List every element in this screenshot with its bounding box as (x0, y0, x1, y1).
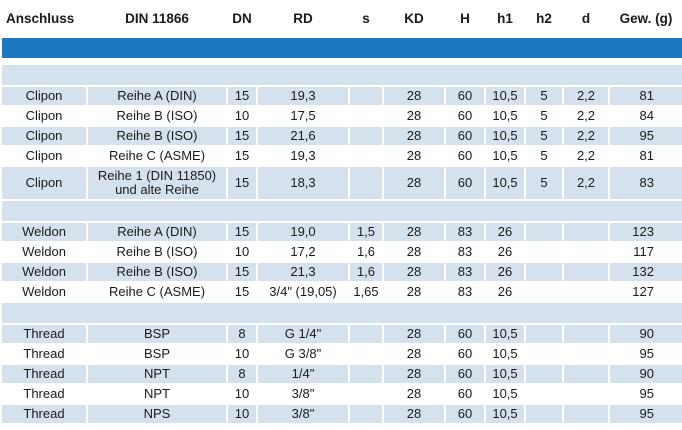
table-cell: 19,3 (258, 87, 348, 105)
table-cell: 10,5 (486, 147, 524, 165)
table-cell: 21,3 (258, 263, 348, 281)
table-cell: Thread (2, 345, 86, 363)
table-cell: Weldon (2, 243, 86, 261)
table-cell (526, 405, 562, 423)
table-cell (350, 107, 382, 125)
header-kd: KD (384, 2, 444, 36)
table-cell: 10,5 (486, 405, 524, 423)
table-cell: 123 (610, 223, 682, 241)
table-cell: 28 (384, 223, 444, 241)
table-cell (564, 243, 608, 261)
table-cell: 15 (228, 127, 256, 145)
table-cell: Reihe B (ISO) (88, 127, 226, 145)
table-cell (526, 325, 562, 343)
table-cell: 8 (228, 365, 256, 383)
table-cell (564, 365, 608, 383)
table-cell: 60 (446, 345, 484, 363)
table-cell: Reihe A (DIN) (88, 223, 226, 241)
table-cell (350, 167, 382, 199)
table-cell (564, 283, 608, 301)
table-cell: 83 (610, 167, 682, 199)
table-cell: 26 (486, 263, 524, 281)
table-cell: Clipon (2, 127, 86, 145)
table-cell: 60 (446, 127, 484, 145)
table-cell: 83 (446, 263, 484, 281)
table-cell: 15 (228, 147, 256, 165)
table-cell: 2,2 (564, 147, 608, 165)
table-cell: 28 (384, 87, 444, 105)
table-cell: 60 (446, 107, 484, 125)
table-cell: 5 (526, 127, 562, 145)
table-cell: 83 (446, 243, 484, 261)
table-row (2, 283, 682, 301)
table-cell: 26 (486, 283, 524, 301)
header-h: H (446, 2, 484, 36)
table-row (2, 263, 682, 281)
table-cell: 28 (384, 365, 444, 383)
table-cell: 18,3 (258, 167, 348, 199)
table-cell: 28 (384, 243, 444, 261)
table-cell (350, 345, 382, 363)
table-cell: 81 (610, 87, 682, 105)
table-cell: Reihe B (ISO) (88, 107, 226, 125)
header-h1: h1 (486, 2, 524, 36)
table-cell: 28 (384, 147, 444, 165)
table-cell: 10 (228, 405, 256, 423)
table-cell: 81 (610, 147, 682, 165)
table-cell: Thread (2, 405, 86, 423)
header-dn: DN (228, 2, 256, 36)
header-din: DIN 11866 (88, 2, 226, 36)
table-cell: Reihe A (DIN) (88, 87, 226, 105)
table-cell: 15 (228, 283, 256, 301)
table-cell (564, 345, 608, 363)
table-cell: Clipon (2, 167, 86, 199)
blue-band-cell (2, 38, 682, 58)
table-cell: 15 (228, 223, 256, 241)
table-cell (526, 243, 562, 261)
table-cell: 1,6 (350, 263, 382, 281)
table-cell: 127 (610, 283, 682, 301)
header-s: s (350, 2, 382, 36)
table-cell: 28 (384, 127, 444, 145)
header-anschluss: Anschluss (2, 2, 86, 36)
table-row (2, 167, 682, 199)
table-cell: 95 (610, 405, 682, 423)
table-cell: 28 (384, 283, 444, 301)
table-cell: 28 (384, 107, 444, 125)
group-band-clipon-cell (2, 65, 682, 85)
blue-band (2, 38, 682, 58)
table-row (2, 147, 682, 165)
table-cell: 5 (526, 107, 562, 125)
table-cell (350, 325, 382, 343)
table-row (2, 365, 682, 383)
table-cell: 90 (610, 365, 682, 383)
group-band-weldon (2, 201, 682, 221)
table-cell (526, 263, 562, 281)
table-cell (526, 223, 562, 241)
table-cell: 60 (446, 87, 484, 105)
table-cell: 90 (610, 325, 682, 343)
table-cell: 10,5 (486, 365, 524, 383)
table-cell: 28 (384, 263, 444, 281)
table-cell (564, 385, 608, 403)
table-cell: 117 (610, 243, 682, 261)
table-cell: 95 (610, 385, 682, 403)
table-cell: Reihe C (ASME) (88, 147, 226, 165)
table-cell (350, 127, 382, 145)
table-cell: Reihe 1 (DIN 11850) und alte Reihe (88, 167, 226, 199)
table-cell: 5 (526, 167, 562, 199)
table-cell: 28 (384, 405, 444, 423)
table-cell: 10,5 (486, 167, 524, 199)
table-cell: BSP (88, 325, 226, 343)
table-row (2, 87, 682, 105)
header-rd: RD (258, 2, 348, 36)
table-cell: 10,5 (486, 325, 524, 343)
table-cell (564, 405, 608, 423)
table-cell: 28 (384, 325, 444, 343)
table-cell: 5 (526, 147, 562, 165)
table-cell: 28 (384, 385, 444, 403)
header-h2: h2 (526, 2, 562, 36)
table-cell: 83 (446, 283, 484, 301)
table-cell: 21,6 (258, 127, 348, 145)
table-row (2, 127, 682, 145)
table-cell: 28 (384, 345, 444, 363)
table-cell: 10 (228, 345, 256, 363)
table-cell: 10,5 (486, 107, 524, 125)
table-cell: 3/8" (258, 385, 348, 403)
table-cell: G 1/4" (258, 325, 348, 343)
table-cell (526, 283, 562, 301)
table-cell: 2,2 (564, 167, 608, 199)
table-cell: 10,5 (486, 385, 524, 403)
table-cell: Weldon (2, 283, 86, 301)
table-cell: 60 (446, 405, 484, 423)
table-cell: 60 (446, 365, 484, 383)
table-cell: NPT (88, 385, 226, 403)
table-cell: 1,5 (350, 223, 382, 241)
table-cell: 60 (446, 167, 484, 199)
table-cell: NPS (88, 405, 226, 423)
table-cell: Clipon (2, 147, 86, 165)
table-cell: 60 (446, 325, 484, 343)
table-cell: G 3/8" (258, 345, 348, 363)
table-cell: 10 (228, 243, 256, 261)
table-row (2, 325, 682, 343)
table-cell: BSP (88, 345, 226, 363)
table-row (2, 223, 682, 241)
table-cell: Thread (2, 365, 86, 383)
table-cell: 2,2 (564, 87, 608, 105)
header-row (2, 2, 682, 36)
table-cell (564, 223, 608, 241)
table-cell: 3/8" (258, 405, 348, 423)
table-cell: 10 (228, 385, 256, 403)
table-row (2, 243, 682, 261)
table-cell (350, 87, 382, 105)
table-cell: Reihe B (ISO) (88, 243, 226, 261)
table-cell: 2,2 (564, 127, 608, 145)
table-cell: 26 (486, 243, 524, 261)
table-cell: Thread (2, 385, 86, 403)
table-cell: 19,0 (258, 223, 348, 241)
table-cell: 132 (610, 263, 682, 281)
table-cell: 10,5 (486, 345, 524, 363)
table-cell: Clipon (2, 87, 86, 105)
table-cell: 83 (446, 223, 484, 241)
header-d: d (564, 2, 608, 36)
table-cell: 95 (610, 127, 682, 145)
table-cell: 1/4" (258, 365, 348, 383)
table-cell: Reihe B (ISO) (88, 263, 226, 281)
table-cell: NPT (88, 365, 226, 383)
table-cell: 3/4" (19,05) (258, 283, 348, 301)
table-row (2, 107, 682, 125)
group-band-thread-cell (2, 303, 682, 323)
spacer (2, 60, 682, 63)
table-cell: 15 (228, 167, 256, 199)
spacer-cell (2, 60, 682, 63)
header-weight: Gew. (g) (610, 2, 682, 36)
table-cell (350, 405, 382, 423)
table-cell: Clipon (2, 107, 86, 125)
group-band-thread (2, 303, 682, 323)
table-cell: 2,2 (564, 107, 608, 125)
table-cell (350, 147, 382, 165)
table-cell: 5 (526, 87, 562, 105)
table-cell (350, 385, 382, 403)
table-cell: 1,65 (350, 283, 382, 301)
table-cell: 8 (228, 325, 256, 343)
group-band-clipon (2, 65, 682, 85)
table-cell (526, 365, 562, 383)
table-cell: 10,5 (486, 127, 524, 145)
table-cell: Weldon (2, 263, 86, 281)
table-row (2, 405, 682, 423)
table-cell: 15 (228, 87, 256, 105)
table-cell (526, 385, 562, 403)
table-cell (564, 325, 608, 343)
table-cell: Thread (2, 325, 86, 343)
table-cell: 1,6 (350, 243, 382, 261)
table-cell: 17,5 (258, 107, 348, 125)
table-cell: 17,2 (258, 243, 348, 261)
table-cell: Weldon (2, 223, 86, 241)
table-cell: 28 (384, 167, 444, 199)
table-cell: 15 (228, 263, 256, 281)
table-cell: 10 (228, 107, 256, 125)
table-cell: 95 (610, 345, 682, 363)
table-cell: 10,5 (486, 87, 524, 105)
table-cell (526, 345, 562, 363)
table-row (2, 385, 682, 403)
table-row (2, 345, 682, 363)
table-cell: 84 (610, 107, 682, 125)
table-cell (564, 263, 608, 281)
table-cell: 60 (446, 385, 484, 403)
table-cell: 19,3 (258, 147, 348, 165)
table-cell: 60 (446, 147, 484, 165)
table-cell: Reihe C (ASME) (88, 283, 226, 301)
group-band-weldon-cell (2, 201, 682, 221)
table-cell (350, 365, 382, 383)
table-cell: 26 (486, 223, 524, 241)
